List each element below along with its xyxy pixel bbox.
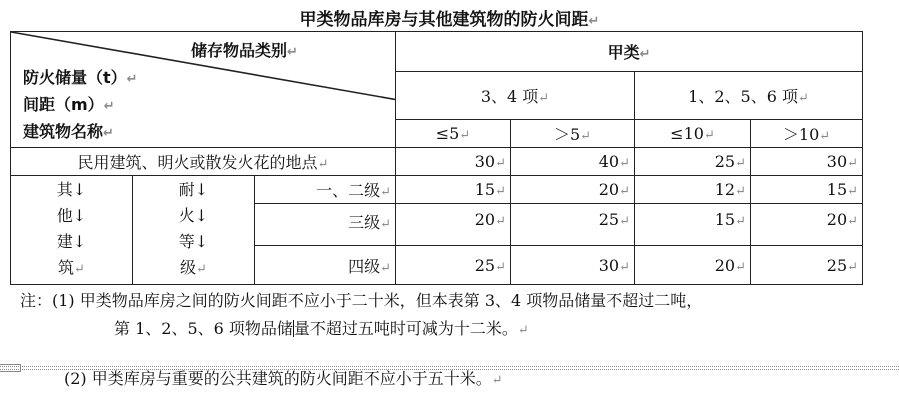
level-label: 四级↵ [255,246,396,285]
note-2: (2) 甲类库房与重要的公共建筑的防火间距不应小于五十米。↵ [64,369,503,388]
threshold-cell: ＞5↵ [511,120,635,148]
value-cell: 15↵ [635,204,751,246]
value-cell: 30↵ [751,148,863,176]
value-cell: 20↵ [396,204,511,246]
distance-label: 间距（m）↵ [23,95,115,114]
value-cell: 25↵ [396,246,511,285]
value-cell: 20↵ [635,246,751,285]
level-label: 三级↵ [255,204,396,246]
margin-marker [0,364,21,372]
value-cell: 15↵ [396,176,511,204]
value-cell: 25↵ [511,204,635,246]
group-b-header: 1、2、5、6 项↵ [635,72,863,120]
building-label: 建筑物名称↵ [23,122,114,141]
document-title [0,5,899,30]
value-cell: 15↵ [751,176,863,204]
paragraph-mark: ↵ [588,14,600,29]
threshold-cell: ≤5↵ [396,120,511,148]
diagonal-header-cell [11,32,396,148]
class-header: 甲类↵ [396,32,863,72]
value-cell: 20↵ [511,176,635,204]
value-cell: 25↵ [751,246,863,285]
value-cell: 25↵ [635,148,751,176]
fire-distance-table [10,31,863,285]
value-cell: 12↵ [635,176,751,204]
value-cell: 40↵ [511,148,635,176]
group-a-header: 3、4 项↵ [396,72,635,120]
title-text: 甲类物品库房与其他建筑物的防火间距 [299,10,589,30]
note-1-line-1: 注：(1) 甲类物品库房之间的防火间距不应小于二十米，但本表第 3、4 项物品储量不超过二吨， [20,291,703,310]
value-cell: 30↵ [396,148,511,176]
page-break-divider [0,366,899,370]
category-label: 储存物品类别↵ [191,41,298,60]
other-buildings-label: 其↓ 他↓ 建↓ 筑↵ [11,176,133,285]
level-label: 一、二级↵ [255,176,396,204]
notes-section [20,287,702,395]
table-row [11,148,863,176]
value-cell: 30↵ [511,246,635,285]
storage-label: 防火储量（t）↵ [23,68,138,87]
value-cell: 20↵ [751,204,863,246]
note-1-line-2: 第 1、2、5、6 项物品储量不超过五吨时可减为十二米。↵ [114,319,529,338]
table-row [11,176,863,204]
threshold-cell: ≤10↵ [635,120,751,148]
fire-resistance-label: 耐↓ 火↓ 等↓ 级↵ [133,176,255,285]
civil-building-label: 民用建筑、明火或散发火花的地点↵ [11,148,396,176]
threshold-cell: ＞10↵ [751,120,863,148]
